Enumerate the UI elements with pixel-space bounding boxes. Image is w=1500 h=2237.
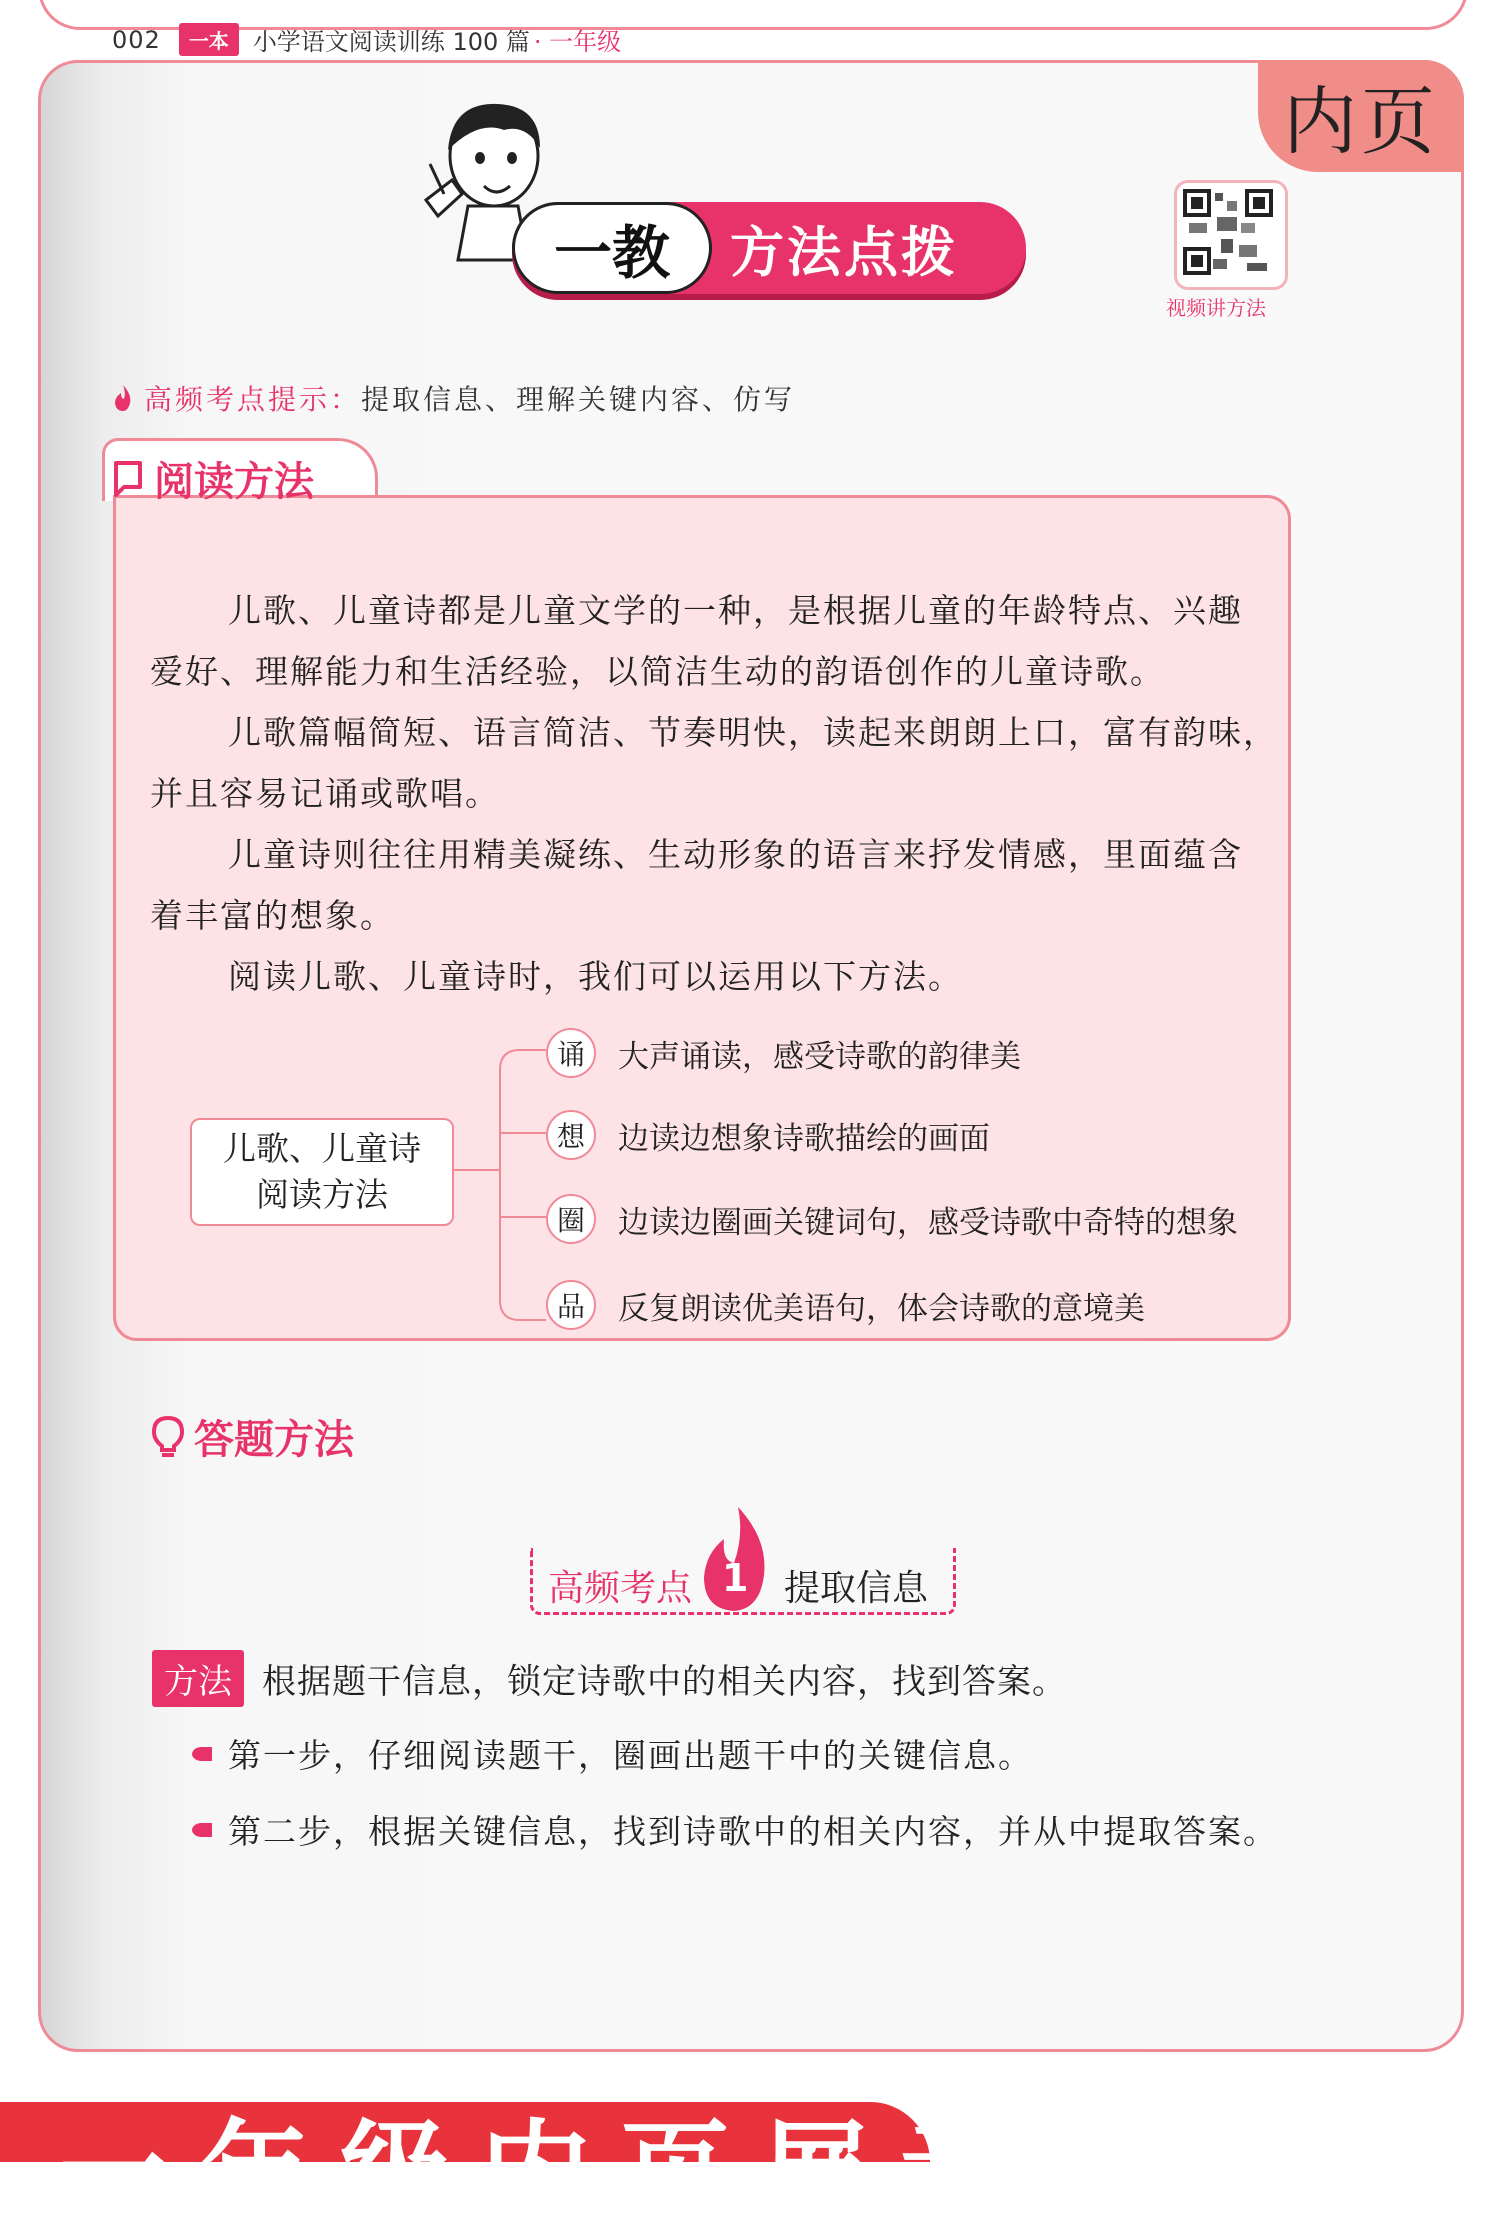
flame-icon xyxy=(112,383,134,413)
method-text: 根据题干信息，锁定诗歌中的相关内容，找到答案。 xyxy=(262,1662,1067,1702)
reading-paragraph-3 xyxy=(150,824,1310,946)
exam-point-number: 1 xyxy=(722,1556,749,1600)
paragraph-line: 儿歌、儿童诗都是儿童文学的一种，是根据儿童的年龄特点、兴趣 xyxy=(228,591,1243,630)
branch-key: 圈 xyxy=(546,1194,596,1244)
branch-text: 大声诵读，感受诗歌的韵律美 xyxy=(618,1038,1021,1075)
qr-code[interactable] xyxy=(1174,180,1288,290)
brand-badge: 一本 xyxy=(179,23,239,56)
footer-text: 一年级内页展示 xyxy=(60,2109,1040,2237)
branch-key: 想 xyxy=(546,1110,596,1160)
footer-banner xyxy=(0,2102,1040,2237)
step-text: 第一步，仔细阅读题干，圈画出题干中的关键信息。 xyxy=(228,1736,1033,1775)
reading-section-title xyxy=(112,450,314,507)
reading-paragraph-1 xyxy=(150,580,1310,702)
reading-paragraph-4 xyxy=(150,946,1310,1007)
hint-label: 高频考点提示： xyxy=(144,383,362,416)
method-badge: 方法 xyxy=(152,1650,244,1707)
method-step xyxy=(192,1806,1278,1853)
reading-paragraph-2 xyxy=(150,702,1310,824)
qr-code-icon xyxy=(1177,183,1279,281)
mindmap-root-line: 阅读方法 xyxy=(256,1175,388,1214)
method-row xyxy=(152,1650,1067,1707)
exam-hint xyxy=(112,378,795,418)
paragraph-line: 阅读儿歌、儿童诗时，我们可以运用以下方法。 xyxy=(228,957,963,996)
paragraph-line: 着丰富的想象。 xyxy=(150,896,395,935)
exam-point-label: 高频考点 xyxy=(548,1568,693,1609)
method-step xyxy=(192,1730,1033,1777)
mindmap-branch xyxy=(546,1194,1238,1244)
paragraph-line: 儿童诗则往往用精美凝练、生动形象的语言来抒发情感，里面蕴含 xyxy=(228,835,1243,874)
answer-section-title xyxy=(150,1408,354,1465)
hint-text: 提取信息、理解关键内容、仿写 xyxy=(361,383,796,416)
paragraph-line: 爱好、理解能力和生活经验，以简洁生动的韵语创作的儿童诗歌。 xyxy=(150,652,1165,691)
book-icon xyxy=(112,459,146,499)
branch-key: 诵 xyxy=(546,1028,596,1078)
lightbulb-icon xyxy=(150,1414,186,1460)
mindmap-root xyxy=(190,1118,454,1226)
branch-key: 品 xyxy=(546,1280,596,1330)
mindmap-root-line: 儿歌、儿童诗 xyxy=(223,1129,421,1168)
exam-point-name: 提取信息 xyxy=(784,1568,929,1609)
mindmap-branch xyxy=(546,1280,1145,1330)
mindmap-branch xyxy=(546,1110,990,1160)
branch-text: 边读边圈画关键词句，感受诗歌中奇特的想象 xyxy=(618,1204,1238,1241)
answer-title-text: 答题方法 xyxy=(194,1417,354,1463)
mindmap-connectors xyxy=(450,1020,560,1340)
paragraph-line: 儿歌篇幅简短、语言简洁、节奏明快，读起来朗朗上口，富有韵味， xyxy=(228,713,1278,752)
bullet-icon xyxy=(192,1747,212,1761)
qr-caption: 视频讲方法 xyxy=(1166,296,1266,320)
banner-title: 方法点拨 xyxy=(730,220,958,284)
step-text: 第二步，根据关键信息，找到诗歌中的相关内容，并从中提取答案。 xyxy=(228,1812,1278,1851)
reading-title-text: 阅读方法 xyxy=(154,459,314,505)
paragraph-line: 并且容易记诵或歌唱。 xyxy=(150,774,500,813)
corner-tab: 内页 xyxy=(1258,60,1464,172)
page-number: 002 xyxy=(112,25,161,54)
book-title: 小学语文阅读训练 100 篇 xyxy=(252,28,530,56)
branch-text: 反复朗读优美语句，体会诗歌的意境美 xyxy=(618,1290,1145,1327)
bullet-icon xyxy=(192,1823,212,1837)
banner-left: 一教 xyxy=(512,202,712,294)
branch-text: 边读边想象诗歌描绘的画面 xyxy=(618,1120,990,1157)
section-banner xyxy=(512,202,1026,294)
mindmap-branch xyxy=(546,1028,1021,1078)
page-header xyxy=(112,22,621,57)
grade-label: · 一年级 xyxy=(533,28,622,56)
